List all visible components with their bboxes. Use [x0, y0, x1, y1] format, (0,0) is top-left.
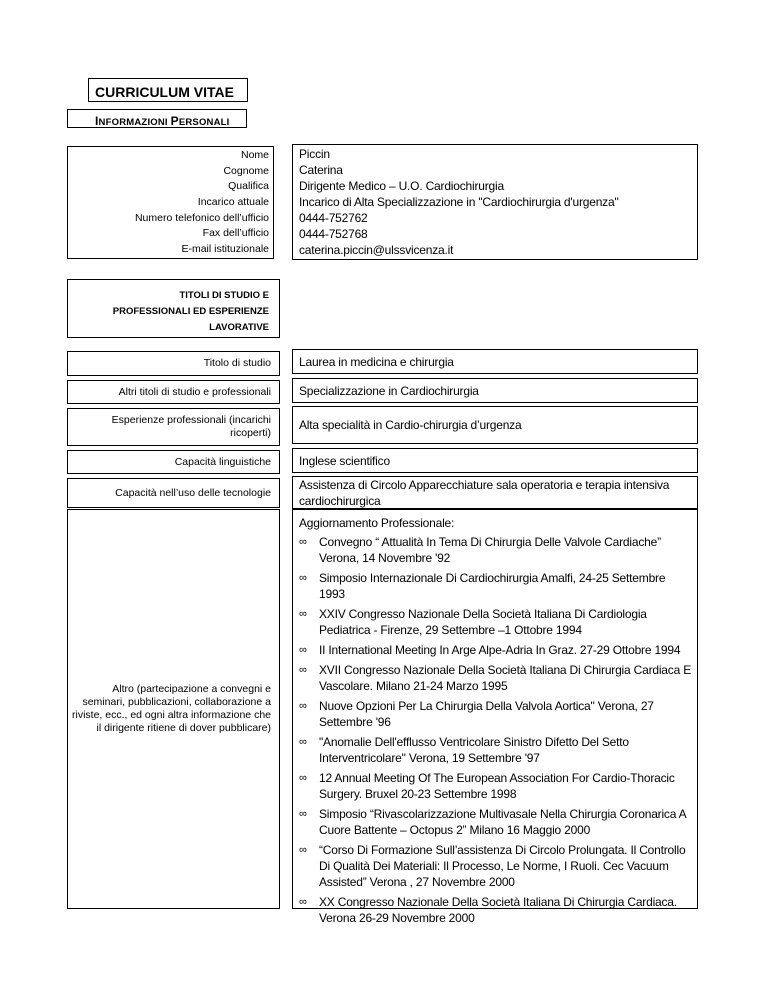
list-item [299, 606, 691, 638]
value-capacita-tecnologie: Assistenza di Circolo Apparecchiature sala operatoria e terapia intensiva cardiochirurgica [292, 476, 698, 509]
value-cognome: Caterina [299, 163, 343, 177]
heading-initial-2: P [170, 114, 179, 128]
personal-info-labels [67, 146, 274, 259]
list-item-text: "Anomalie Dell'efflusso Ventricolare Sinistro Difetto Del Setto Interventricolare" Verona, 19 Settembre '97 [319, 735, 629, 765]
label-altro: Altro (partecipazione a convegni e seminari, pubblicazioni, collaborazione a riviste, ecc., ed ogni altra informazione che il dirigente ritiene di dover pubblicare) [67, 509, 280, 909]
label-telefono: Numero telefonico dell’ufficio [134, 211, 269, 224]
value-capacita-linguistiche: Inglese scientifico [292, 448, 698, 473]
list-item-text: 12 Annual Meeting Of The European Association For Cardio-Thoracic Surgery. Bruxel 20-23 Settembre 1998 [319, 771, 675, 801]
infinity-bullet-icon: ∞ [299, 572, 307, 584]
label-esperienze: Esperienze professionali (incarichi ricoperti) [67, 408, 280, 446]
altro-heading: Aggiornamento Professionale: [299, 516, 455, 530]
list-item [299, 770, 691, 802]
list-item [299, 662, 691, 694]
section-heading-titles [67, 279, 280, 338]
value-email: caterina.piccin@ulssvicenza.it [299, 243, 454, 257]
list-item-text: XVII Congresso Nazionale Della Società Italiana Di Chirurgia Cardiaca E Vascolare. Milano 21-24 Marzo 1995 [319, 663, 691, 693]
list-item [299, 570, 691, 602]
label-incarico: Incarico attuale [197, 196, 269, 209]
value-altri-titoli: Specializzazione in Cardiochirurgia [292, 378, 698, 403]
infinity-bullet-icon: ∞ [299, 536, 307, 548]
label-altri-titoli: Altri titoli di studio e professionali [67, 380, 280, 404]
section-heading-line-2: PROFESSIONALI ED ESPERIENZE [112, 306, 269, 317]
section-heading-line-1: TITOLI DI STUDIO E [179, 290, 269, 301]
list-item [299, 698, 691, 730]
list-item [299, 806, 691, 838]
list-item [299, 894, 691, 926]
label-fax: Fax dell’ufficio [202, 227, 269, 240]
list-item-text: XX Congresso Nazionale Della Società Italiana Di Chirurgia Cardiaca. Verona 26-29 Novembre 2000 [319, 895, 677, 925]
infinity-bullet-icon: ∞ [299, 664, 307, 676]
label-nome: Nome [240, 149, 269, 161]
section-heading-personal-info [67, 109, 247, 128]
list-item [299, 734, 691, 766]
value-fax: 0444-752768 [299, 227, 368, 241]
infinity-bullet-icon: ∞ [299, 644, 307, 656]
label-capacita-linguistiche: Capacità linguistiche [67, 450, 280, 474]
list-item-text: Nuove Opzioni Per La Chirurgia Della Valvola Aortica" Verona, 27 Settembre '96 [319, 699, 654, 729]
value-esperienze: Alta specialità in Cardio-chirurgia d’urgenza [292, 406, 698, 444]
list-item-text: “Corso Di Formazione Sull’assistenza Di Circolo Prolungata. Il Controllo Di Qualità Dei Materiali: Il Processo, Le Norme, I Ruoli. Cec Vacuum Assisted” Verona , 27 Novembre 2000 [319, 843, 686, 889]
list-item-text: Simposio “Rivascolarizzazione Multivasale Nella Chirurgia Coronarica A Cuore Battente – Octopus 2” Milano 16 Maggio 2000 [319, 807, 686, 837]
infinity-bullet-icon: ∞ [299, 896, 307, 908]
value-nome: Piccin [299, 147, 330, 161]
value-incarico: Incarico di Alta Specializzazione in "Cardiochirurgia d'urgenza" [299, 195, 619, 209]
heading-initial: I [95, 114, 99, 128]
infinity-bullet-icon: ∞ [299, 772, 307, 784]
label-titolo-studio: Titolo di studio [67, 351, 280, 376]
infinity-bullet-icon: ∞ [299, 736, 307, 748]
infinity-bullet-icon: ∞ [299, 844, 307, 856]
value-titolo-studio: Laurea in medicina e chirurgia [292, 349, 698, 374]
infinity-bullet-icon: ∞ [299, 808, 307, 820]
label-qualifica: Qualifica [228, 180, 269, 193]
list-item-text: XXIV Congresso Nazionale Della Società Italiana Di Cardiologia Pediatrica - Firenze, 29 Settembre –1 Ottobre 1994 [319, 607, 647, 637]
cv-title: CURRICULUM VITAE [88, 78, 248, 102]
list-item [299, 642, 691, 658]
heading-rest: NFORMAZIONI [98, 117, 171, 128]
altro-content [292, 509, 698, 925]
infinity-bullet-icon: ∞ [299, 608, 307, 620]
list-item [299, 534, 691, 566]
heading-rest-2: ERSONALI [178, 117, 230, 128]
list-item-text: Convegno “ Attualità In Tema Di Chirurgia Delle Valvole Cardiache” Verona, 14 Novembre '92 [319, 535, 661, 565]
label-cognome: Cognome [223, 164, 269, 177]
list-item-text: II International Meeting In Arge Alpe-Adria In Graz. 27-29 Ottobre 1994 [319, 643, 681, 657]
label-email: E-mail istituzionale [181, 243, 269, 256]
personal-info-values [292, 144, 698, 260]
infinity-bullet-icon: ∞ [299, 700, 307, 712]
list-item [299, 842, 691, 890]
list-item-text: Simposio Internazionale Di Cardiochirurgia Amalfi, 24-25 Settembre 1993 [319, 571, 666, 601]
label-capacita-tecnologie: Capacità nell’uso delle tecnologie [67, 478, 280, 508]
section-heading-line-3: LAVORATIVE [209, 322, 269, 333]
conference-list [299, 534, 691, 926]
value-telefono: 0444-752762 [299, 211, 368, 225]
value-qualifica: Dirigente Medico – U.O. Cardiochirurgia [299, 179, 504, 193]
